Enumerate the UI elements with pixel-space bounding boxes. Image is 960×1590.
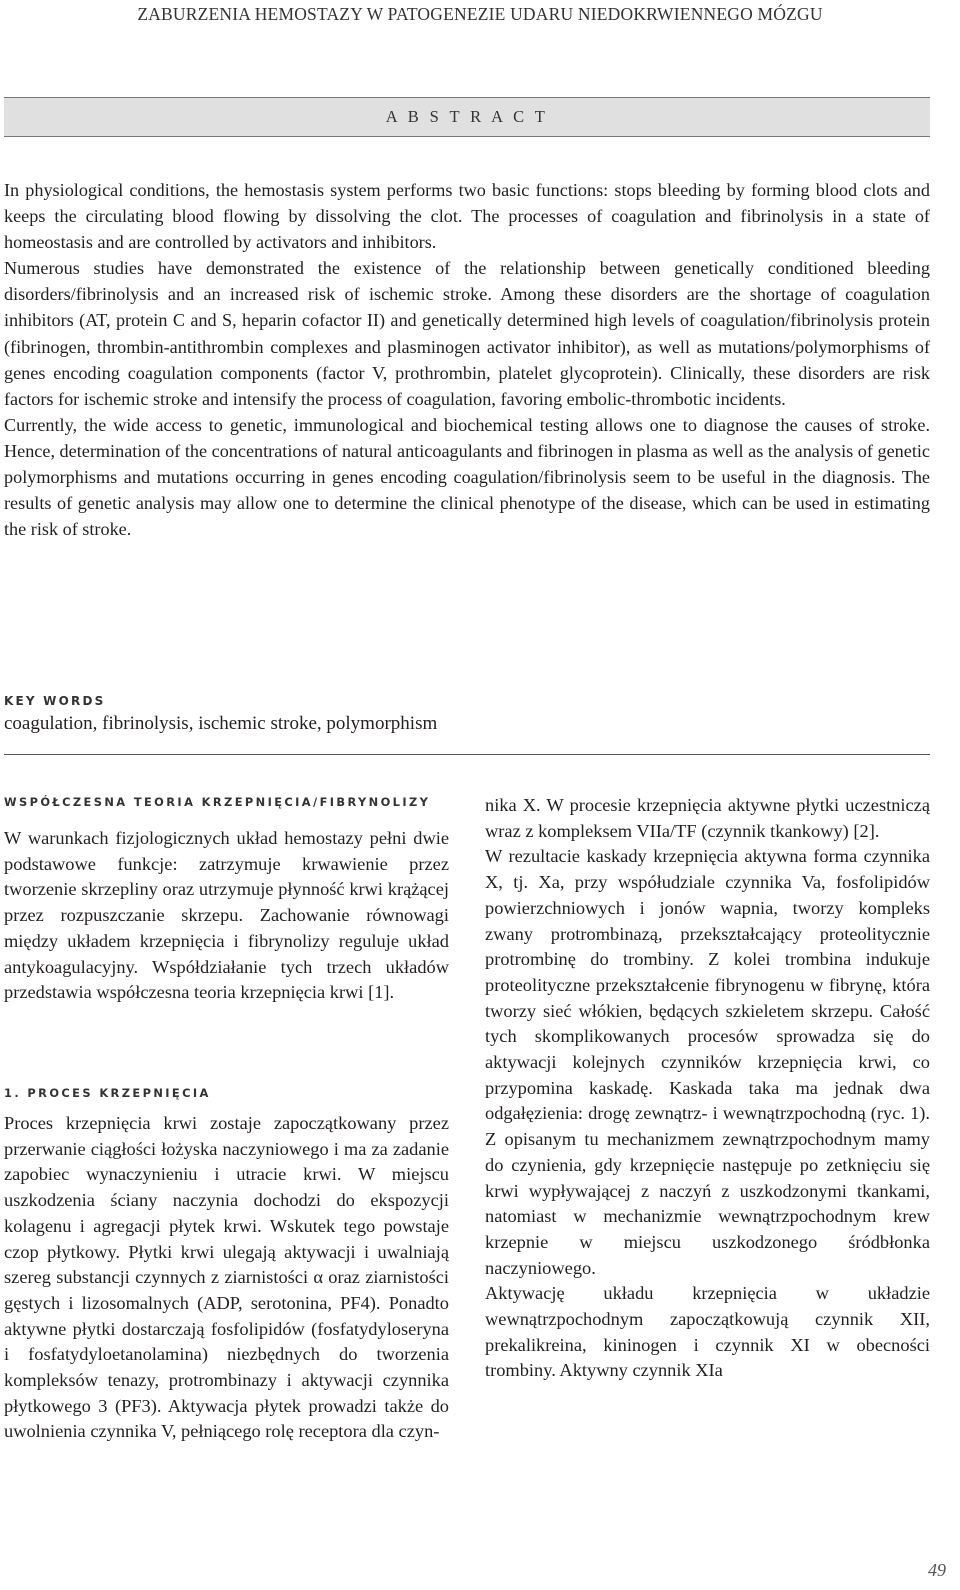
section1-paragraph: W warunkach fizjologicznych układ hemostazy pełni dwie podstawowe funkcje: zatrzymuje krwawienie przez tworzenie skrzepliny oraz utrzymuje płynność krwi krążącej przez rozpuszczanie skrzepu. Zachowanie równowagi między układem krzepnięcia i fibrynolizy reguluje układ antykoagulacyjny. Współdziałanie tych trzech układów przedstawia współczesna teoria krzepnięcia krwi [1]. (4, 828, 449, 1003)
section2-paragraph: Proces krzepnięcia krwi zostaje zapoczątkowany przez przerwanie ciągłości łożyska naczyniowego i ma za zadanie zapobiec wynaczynieniu i utracie krwi. W miejscu uszkodzenia ściany naczynia dochodzi do ekspozycji kolagenu i agregacji płytek krwi. Wskutek tego powstaje czop płytkowy. Płytki krwi ulegają aktywacji i uwalniają szereg substancji czynnych z ziarnistości α oraz ziarnistości gęstych i lizosomalnych (ADP, serotonina, PF4). Ponadto aktywne płytki dostarczają fosfolipidów (fosfatydyloseryna i fosfatydyloetanolamina) niezbędnych do tworzenia kompleksów tenazy, protrombinazy i aktywacji czynnika płytkowego 3 (PF3). Aktywacja płytek prowadzi także do uwolnienia czynnika V, pełniącego rolę receptora dla czyn- (4, 1113, 449, 1442)
keywords-label: KEY WORDS (4, 694, 106, 708)
left-column-section2 (4, 1111, 449, 1445)
section-divider (4, 754, 930, 755)
abstract-banner (4, 97, 930, 137)
section-heading-theory: WSPÓŁCZESNA TEORIA KRZEPNIĘCIA/FIBRYNOLIZY (4, 795, 431, 809)
abstract-paragraph-1: In physiological conditions, the hemostasis system performs two basic functions: stops bleeding by forming blood clots and keeps the circulating blood flowing by dissolving the clot. The processes of coagulation and fibrinolysis in a state of homeostasis and are controlled by activators and inhibitors. (4, 180, 930, 253)
right-paragraph-3: Aktywację układu krzepnięcia w układzie wewnątrzpochodnym zapoczątkowują czynnik XII, prekalikreina, kininogen i czynnik XI w obecności trombiny. Aktywny czynnik XIa (485, 1283, 930, 1381)
page-number: 49 (928, 1560, 946, 1580)
abstract-body (4, 177, 930, 542)
keywords-text: coagulation, fibrinolysis, ischemic stroke, polymorphism (4, 713, 438, 734)
abstract-paragraph-2: Numerous studies have demonstrated the existence of the relationship between genetically conditioned bleeding disorders/fibrinolysis and an increased risk of ischemic stroke. Among these disorders are the shortage of coagulation inhibitors (AT, protein C and S, heparin cofactor II) and genetically determined high levels of coagulation/fibrinolysis protein (fibrinogen, thrombin-antithrombin complexes and plasminogen activator inhibitor), as well as mutations/polymorphisms of genes encoding coagulation components (factor V, prothrombin, platelet glycoprotein). Clinically, these disorders are risk factors for ischemic stroke and intensify the process of coagulation, favoring embolic-thrombotic incidents. (4, 258, 930, 409)
left-column-section1 (4, 826, 449, 1006)
right-paragraph-2: W rezultacie kaskady krzepnięcia aktywna forma czynnika X, tj. Xa, przy współudziale czynnika Va, fosfolipidów powierzchniowych i jonów wapnia, tworzy kompleks zwany protrombinazą, przekształcający proteolitycznie protrombinę do trombiny. Z kolei trombina indukuje proteolityczne przekształcenie fibrynogenu w fibrynę, która tworzy sieć włókien, będących szkieletem skrzepu. Całość tych skomplikowanych procesów sprowadza się do aktywacji kolejnych czynników krzepnięcia krwi, co przypomina kaskadę. Kaskada taka ma jednak dwa odgałęzienia: drogę zewnątrz- i wewnątrzpochodną (ryc. 1). Z opisanym tu mechanizmem zewnątrzpochodnym mamy do czynienia, gdy krzepnięcie następuje po zetknięciu się krwi wypływającej z naczyń z uszkodzonymi tkankami, natomiast w mechanizmie wewnątrzpochodnym krew krzepnie w miejscu uszkodzonego śródbłonka naczyniowego. (485, 846, 930, 1278)
abstract-paragraph-3: Currently, the wide access to genetic, immunological and biochemical testing allows one to diagnose the causes of stroke. Hence, determination of the concentrations of natural anticoagulants and fibrinogen in plasma as well as the analysis of genetic polymorphisms and mutations occurring in genes encoding coagulation/fibrinolysis seem to be useful in the diagnosis. The results of genetic analysis may allow one to determine the clinical phenotype of the disease, which can be used in estimating the risk of stroke. (4, 414, 930, 540)
right-paragraph-1: nika X. W procesie krzepnięcia aktywne płytki uczestniczą wraz z kompleksem VIIa/TF (czynnik tkankowy) [2]. (485, 795, 930, 841)
abstract-label: A B S T R A C T (385, 107, 549, 126)
section-heading-coagulation: 1. PROCES KRZEPNIĘCIA (4, 1086, 211, 1100)
running-title: ZABURZENIA HEMOSTAZY W PATOGENEZIE UDARU NIEDOKRWIENNEGO MÓZGU (137, 4, 823, 24)
right-column (485, 793, 930, 1384)
